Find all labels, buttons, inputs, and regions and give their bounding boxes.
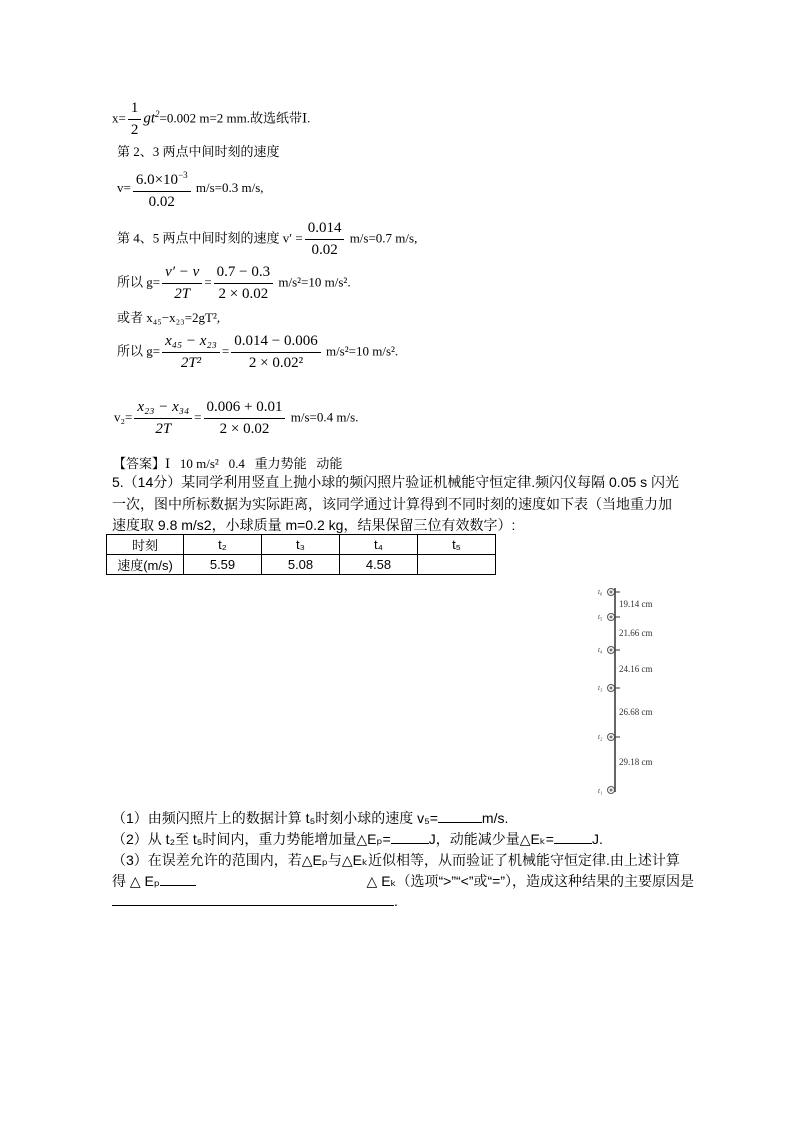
gt-term: gt xyxy=(143,110,156,127)
formula-prefix: v₂= xyxy=(114,409,133,425)
fraction-v xyxy=(133,167,191,211)
distance-label: 19.14 cm xyxy=(619,599,653,609)
table-cell: t₅ xyxy=(418,535,496,555)
numerator-text: 6.0×10 xyxy=(135,172,179,188)
text-mid-time-23: 第 2、3 两点中间时刻的速度 xyxy=(117,144,280,159)
answer-blank[interactable] xyxy=(160,885,196,886)
question-2 xyxy=(112,829,603,849)
ball-t6 xyxy=(608,589,621,596)
problem5-line1: 5.（14分）某同学利用竖直上抛小球的频闪照片验证机械能守恒定律.频闪仪每隔 0.05 s 闪光 xyxy=(112,474,680,490)
table-header-row xyxy=(107,535,496,555)
ball-t5 xyxy=(608,614,621,621)
formula-prefix: 所以 g= xyxy=(117,343,161,359)
problem5-line3: 速度取 9.8 m/s2，小球质量 m=0.2 kg，结果保留三位有效数字）: xyxy=(112,517,516,533)
table-cell: 4.58 xyxy=(340,555,418,575)
fraction-numerator: x₄₅ − x₂₃ xyxy=(162,333,220,353)
fraction-g2-numeric xyxy=(231,333,320,372)
question-1-unit: m/s. xyxy=(481,810,509,826)
table-cell: 速度(m/s) xyxy=(107,555,184,575)
fraction-denominator: 2 × 0.02² xyxy=(248,355,304,371)
fraction-denominator: 2 xyxy=(130,122,139,138)
formula-rest: m/s=0.3 m/s, xyxy=(195,179,264,195)
answer-line: 【答案】Ⅰ 10 m/s² 0.4 重力势能 动能 xyxy=(113,456,343,471)
table-cell xyxy=(418,555,496,575)
table-cell: t₂ xyxy=(184,535,262,555)
fraction-denominator: 0.02 xyxy=(148,194,175,210)
fraction-v-prime xyxy=(305,220,345,259)
formula-rest: m/s=0.4 m/s. xyxy=(290,409,359,425)
distance-label: 29.18 cm xyxy=(619,757,653,767)
fraction-numerator: 0.014 xyxy=(305,220,345,240)
question-2-text-b: J，动能减少量△Eₖ= xyxy=(428,831,554,847)
question-3-line3 xyxy=(112,893,398,909)
label-t4: t₄ xyxy=(598,646,603,654)
answer-blank[interactable] xyxy=(438,822,482,823)
formula-rest: m/s²=10 m/s². xyxy=(325,343,399,359)
ball-t4 xyxy=(608,647,621,654)
fraction-denominator: 2 × 0.02 xyxy=(218,286,269,302)
label-t6: t₆ xyxy=(598,588,603,596)
ball-t2 xyxy=(608,734,621,741)
answer-blank[interactable] xyxy=(391,843,429,844)
fraction-denominator: 2T xyxy=(155,421,172,437)
fraction-numerator: 0.006 + 0.01 xyxy=(204,399,286,419)
question-2-unit: J. xyxy=(591,831,603,847)
strobe-photo-figure xyxy=(580,580,680,804)
numerator-exponent: −3 xyxy=(178,170,188,180)
formula-rest: m/s=0.7 m/s, xyxy=(349,230,418,246)
formula-v-prime xyxy=(117,220,417,259)
table-cell: t₄ xyxy=(340,535,418,555)
ball-t3 xyxy=(608,685,621,692)
equals-sign: = xyxy=(204,274,212,290)
formula-x-displacement: x= $\frac{1}{2}$ $gt^2=0.002$ m=2 mm.故选纸带Ⅰ. xyxy=(112,100,311,138)
equals-sign: = xyxy=(221,343,230,359)
fraction-half xyxy=(128,100,142,139)
question-3-text-b: △ Eₖ（选项“>”“<”或“=”），造成这种结果的主要原因是 xyxy=(366,873,694,889)
fraction-numerator xyxy=(133,167,191,192)
distance-label: 24.16 cm xyxy=(619,664,653,674)
label-t1: t₁ xyxy=(598,787,603,795)
table-cell: 5.08 xyxy=(262,555,340,575)
problem5-line2: 一次，图中所标数据为实际距离，该同学通过计算得到不同时刻的速度如下表（当地重力加 xyxy=(112,496,672,512)
question-2-text-a: （2）从 t₂至 t₅时间内，重力势能增加量△Eₚ= xyxy=(112,831,391,847)
fraction-numerator: 0.014 − 0.006 xyxy=(231,333,320,353)
fraction-denominator: 2T² xyxy=(180,355,202,371)
formula-prefix: v= xyxy=(117,179,131,195)
question-1 xyxy=(112,808,508,828)
question-3-line2 xyxy=(112,871,694,891)
velocity-table xyxy=(106,534,496,575)
equals-sign: = xyxy=(194,409,202,425)
fraction-numerator: 0.7 − 0.3 xyxy=(214,264,273,284)
fraction-g-numeric xyxy=(214,264,273,303)
formula-rest: =0.002 m=2 mm.故选纸带Ⅰ. xyxy=(159,110,311,126)
formula-prefix: 所以 g= xyxy=(117,274,161,290)
fraction-denominator: 2T xyxy=(174,286,191,302)
question-3-end: . xyxy=(394,893,398,909)
ball-t1 xyxy=(608,787,615,794)
formula-g-1 xyxy=(117,264,351,303)
label-t3: t₃ xyxy=(598,684,603,692)
fraction-denominator: 2 × 0.02 xyxy=(219,421,270,437)
label-t5: t₅ xyxy=(598,613,603,621)
text-alternative: 或者 x₄₅−x₂₃=2gT², xyxy=(117,310,221,325)
fraction-numerator: v′ − v xyxy=(162,264,202,284)
fraction-denominator: 0.02 xyxy=(311,242,338,258)
question-3-line1: （3）在误差允许的范围内，若△Eₚ与△Eₖ近似相等，从而验证了机械能守恒定律.由上述计算 xyxy=(112,852,680,868)
table-row xyxy=(107,555,496,575)
fraction-g2-symbolic xyxy=(162,333,220,372)
fraction-g-symbolic xyxy=(162,264,202,303)
distance-label: 21.66 cm xyxy=(619,628,653,638)
formula-rest: m/s²=10 m/s². xyxy=(278,274,351,290)
question-3-text-a xyxy=(112,871,196,891)
table-cell: 5.59 xyxy=(184,555,262,575)
answer-blank[interactable] xyxy=(112,905,394,906)
question-1-text: （1）由频闪照片上的数据计算 t₅时刻小球的速度 v₅= xyxy=(112,810,438,826)
fraction-v2-symbolic xyxy=(134,399,192,438)
label-t2: t₂ xyxy=(598,733,603,741)
formula-prefix: x= xyxy=(112,110,126,126)
formula-prefix: 第 4、5 两点中间时刻的速度 v′ = xyxy=(117,230,303,246)
fraction-numerator: 1 xyxy=(128,100,142,120)
table-cell: 时刻 xyxy=(107,535,184,555)
formula-v2 xyxy=(114,399,358,438)
fraction-numerator: x₂₃ − x₃₄ xyxy=(134,399,192,419)
formula-v xyxy=(117,167,264,211)
table-cell: t₃ xyxy=(262,535,340,555)
fraction-v2-numeric xyxy=(204,399,286,438)
answer-blank[interactable] xyxy=(554,843,592,844)
question-3-part: 得 △ Eₚ xyxy=(112,873,160,889)
formula-g-2 xyxy=(117,333,398,372)
distance-label: 26.68 cm xyxy=(619,707,653,717)
